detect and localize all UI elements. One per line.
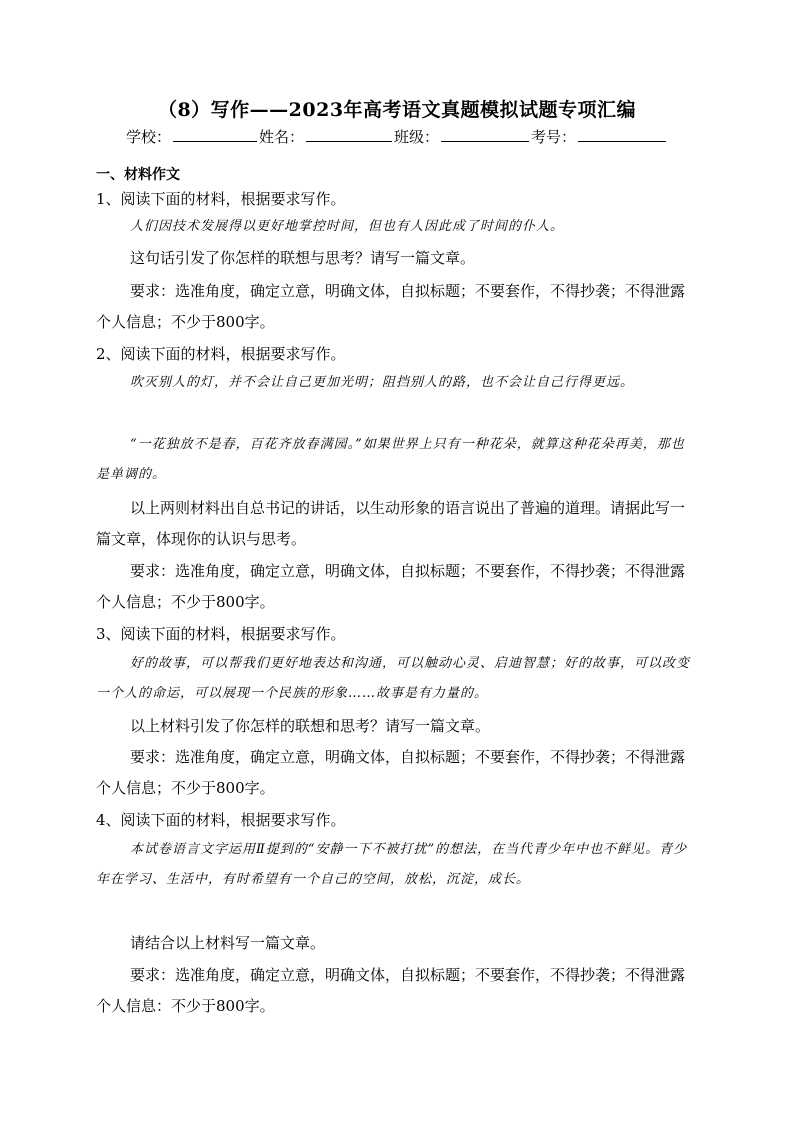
school-blank[interactable] (173, 126, 257, 142)
question-2-requirement: 要求：选准角度，确定立意，明确文体，自拟标题；不要套作，不得抄袭；不得泄露个人信息；不少于800字。 (96, 562, 686, 611)
question-4-material: 本试卷语言文字运用Ⅱ提到的“安静一下不被打扰”的想法，在当代青少年中也不鲜见。青少年在学习、生活中，有时希望有一个自己的空间，放松，沉淀，成长。 (96, 842, 688, 887)
school-label: 学校： (125, 128, 171, 146)
name-label: 姓名： (258, 128, 304, 146)
name-blank[interactable] (306, 126, 392, 142)
question-2-prompt: 2、阅读下面的材料，根据要求写作。 (96, 345, 346, 363)
class-label: 班级： (394, 128, 440, 146)
question-2-material-1: 吹灭别人的灯，并不会让自己更加光明；阻挡别人的路，也不会让自己行得更远。 (130, 375, 635, 390)
question-1-material: 人们因技术发展得以更好地掌控时间，但也有人因此成了时间的仆人。 (130, 219, 565, 234)
question-1-prompt: 1、阅读下面的材料，根据要求写作。 (96, 190, 346, 208)
question-4-prompt: 4、阅读下面的材料，根据要求写作。 (96, 811, 346, 829)
question-3-material: 好的故事，可以帮我们更好地表达和沟通，可以触动心灵、启迪智慧；好的故事，可以改变一个人的命运，可以展现一个民族的形象……故事是有力量的。 (96, 656, 691, 701)
exam-no-label: 考号： (531, 128, 577, 146)
page-title: （8）写作——2023年高考语文真题模拟试题专项汇编 (157, 99, 637, 121)
class-blank[interactable] (441, 126, 529, 142)
section-heading: 一、材料作文 (96, 167, 180, 183)
question-4-task: 请结合以上材料写一篇文章。 (130, 934, 326, 952)
question-3-task: 以上材料引发了你怎样的联想和思考？请写一篇文章。 (130, 717, 491, 735)
question-2-material-2: “一花独放不是春，百花齐放春满园。”如果世界上只有一种花朵，就算这种花朵再美，那也是单调的。 (96, 437, 685, 482)
student-info-line (0, 126, 794, 147)
question-1-requirement: 要求：选准角度，确定立意，明确文体，自拟标题；不要套作，不得抄袭；不得泄露个人信息；不少于800字。 (96, 282, 686, 331)
exam-no-blank[interactable] (578, 126, 666, 142)
question-3-prompt: 3、阅读下面的材料，根据要求写作。 (96, 625, 346, 643)
question-1-task: 这句话引发了你怎样的联想与思考？请写一篇文章。 (130, 249, 476, 267)
question-2-task: 以上两则材料出自总书记的讲话，以生动形象的语言说出了普遍的道理。请据此写一篇文章，体现你的认识与思考。 (96, 499, 686, 548)
question-4-requirement: 要求：选准角度，确定立意，明确文体，自拟标题；不要套作，不得抄袭；不得泄露个人信息：不少于800字。 (96, 966, 686, 1015)
question-3-requirement: 要求：选准角度，确定立意，明确文体，自拟标题；不要套作，不得抄袭；不得泄露个人信息；不少于800字。 (96, 748, 686, 797)
